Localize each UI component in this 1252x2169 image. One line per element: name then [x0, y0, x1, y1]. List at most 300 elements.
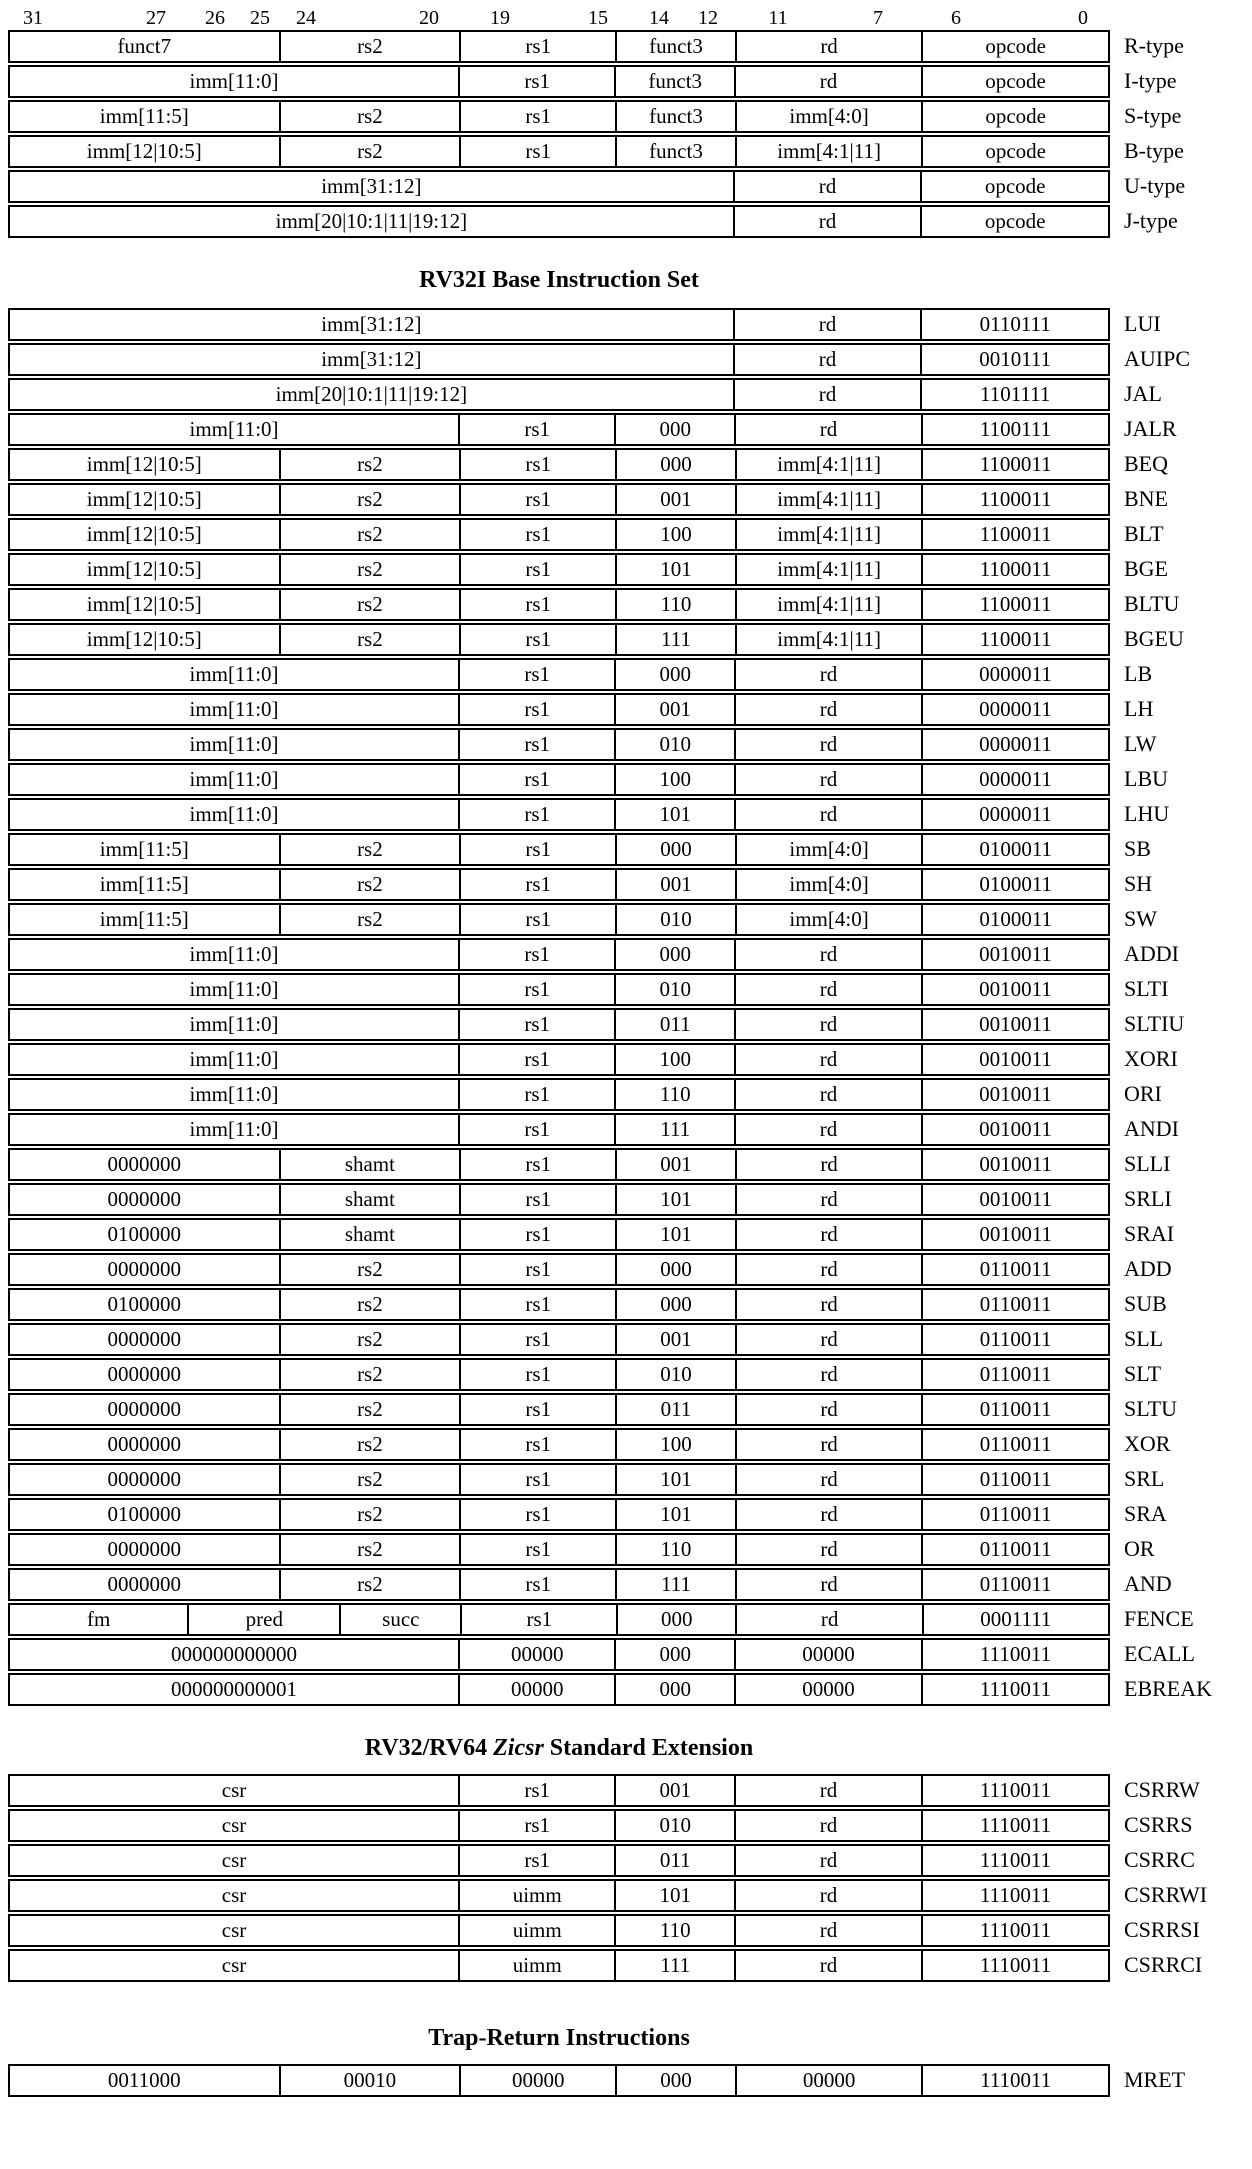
- instruction-label: J-type: [1124, 208, 1178, 233]
- field-cell: rs2: [279, 520, 460, 549]
- field-cell: rs1: [458, 1045, 614, 1074]
- table-row: [8, 1288, 1252, 1321]
- field-cell: rs1: [459, 485, 615, 514]
- instruction-label: XOR: [1124, 1431, 1171, 1456]
- instruction-label: BGEU: [1124, 626, 1184, 651]
- bit-number-31: 31: [23, 7, 43, 29]
- encoding-row-box: [8, 658, 1110, 691]
- encoding-row-box: [8, 1253, 1110, 1286]
- encoding-row-box: [8, 343, 1110, 376]
- encoding-row-box: [8, 1949, 1110, 1982]
- field-cell: rd: [734, 1045, 921, 1074]
- field-cell: imm[11:0]: [189, 1117, 279, 1141]
- instruction-label: R-type: [1124, 33, 1184, 58]
- field-cell: rs2: [279, 102, 460, 131]
- bit-position-ruler: [8, 6, 1110, 30]
- field-cell: rd: [735, 1430, 922, 1459]
- instruction-label: CSRRWI: [1124, 1882, 1208, 1907]
- field-cell: funct7: [117, 34, 172, 58]
- field-cell: imm[4:0]: [735, 835, 922, 864]
- instruction-label: LUI: [1124, 311, 1161, 336]
- field-cell: 0000000: [107, 1537, 182, 1561]
- table-row: [8, 1428, 1252, 1461]
- field-cell: 1110011: [921, 1916, 1108, 1945]
- field-cell: csr: [221, 1883, 247, 1907]
- table-row: [8, 903, 1252, 936]
- instruction-label: AND: [1124, 1571, 1172, 1596]
- field-cell: 0010011: [921, 1185, 1108, 1214]
- table-row: [8, 448, 1252, 481]
- field-cell: rd: [734, 1916, 921, 1945]
- instruction-label: MRET: [1124, 2067, 1186, 2092]
- bit-number-6: 6: [951, 7, 961, 29]
- field-cell: rs2: [279, 870, 460, 899]
- field-cell: rd: [735, 32, 922, 61]
- field-cell: rd: [735, 1465, 922, 1494]
- instruction-label: CSRRCI: [1124, 1952, 1203, 1977]
- field-cell: 0100011: [921, 870, 1108, 899]
- field-cell: 001: [615, 485, 734, 514]
- instruction-label: SRL: [1124, 1466, 1165, 1491]
- field-cell: imm[12|10:5]: [86, 452, 202, 476]
- bit-number-26: 26: [205, 7, 225, 29]
- field-cell: 1101111: [920, 380, 1108, 409]
- table-row: [8, 833, 1252, 866]
- field-cell: rs1: [459, 1220, 615, 1249]
- bit-number-7: 7: [873, 7, 883, 29]
- field-cell: shamt: [279, 1150, 460, 1179]
- field-cell: rs1: [459, 1325, 615, 1354]
- field-cell: 100: [615, 520, 734, 549]
- field-cell: rs2: [279, 1430, 460, 1459]
- field-cell: opcode: [920, 207, 1108, 236]
- instruction-label: SH: [1124, 871, 1153, 896]
- field-cell: 1110011: [921, 1675, 1108, 1704]
- encoding-row-box: [8, 833, 1110, 866]
- encoding-row-box: [8, 518, 1110, 551]
- table-row: [8, 798, 1252, 831]
- encoding-row-box: [8, 1113, 1110, 1146]
- field-cell: 0010011: [921, 1220, 1108, 1249]
- field-cell: 0100000: [107, 1222, 182, 1246]
- instruction-label: SLLI: [1124, 1151, 1171, 1176]
- field-cell: 0010011: [921, 1045, 1108, 1074]
- field-cell: succ: [339, 1605, 460, 1634]
- field-cell: 0110011: [921, 1360, 1108, 1389]
- field-cell: 101: [615, 555, 734, 584]
- field-cell: 001: [615, 1325, 734, 1354]
- table-row: [8, 693, 1252, 726]
- field-cell: 000: [615, 1290, 734, 1319]
- rv32i-title-text: RV32I Base Instruction Set: [419, 267, 699, 293]
- field-cell: imm[4:1|11]: [735, 485, 922, 514]
- field-cell: imm[4:0]: [735, 905, 922, 934]
- field-cell: 010: [615, 1360, 734, 1389]
- field-cell: rs2: [279, 1500, 460, 1529]
- encoding-row-box: [8, 1638, 1110, 1671]
- encoding-row-box: [8, 1774, 1110, 1807]
- field-cell: 101: [614, 800, 734, 829]
- field-cell: opcode: [921, 32, 1108, 61]
- field-cell: 0000000: [107, 1257, 182, 1281]
- table-row: [8, 553, 1252, 586]
- zicsr-title-suffix: Standard Extension: [543, 1735, 754, 1761]
- field-cell: 011: [614, 1846, 734, 1875]
- encoding-row-box: [8, 483, 1110, 516]
- field-cell: 0000000: [107, 1467, 182, 1491]
- field-cell: 000: [614, 940, 734, 969]
- encoding-row-box: [8, 1148, 1110, 1181]
- field-cell: 0100000: [107, 1502, 182, 1526]
- field-cell: shamt: [279, 1185, 460, 1214]
- field-cell: 100: [614, 765, 734, 794]
- instruction-label: SLTU: [1124, 1396, 1177, 1421]
- table-row: [8, 1008, 1252, 1041]
- instruction-label: I-type: [1124, 68, 1177, 93]
- instruction-label: OR: [1124, 1536, 1155, 1561]
- encoding-row-box: [8, 1809, 1110, 1842]
- field-cell: rs1: [459, 625, 615, 654]
- instruction-format-table: [8, 30, 1252, 238]
- field-cell: 0110011: [921, 1570, 1108, 1599]
- field-cell: imm[12|10:5]: [86, 139, 202, 163]
- encoding-row-box: [8, 623, 1110, 656]
- field-cell: rd: [735, 1500, 922, 1529]
- field-cell: imm[11:0]: [189, 662, 279, 686]
- instruction-label: U-type: [1124, 173, 1186, 198]
- field-cell: 0000011: [921, 730, 1108, 759]
- field-cell: rs2: [279, 555, 460, 584]
- field-cell: rd: [734, 67, 921, 96]
- bit-number-0: 0: [1078, 7, 1088, 29]
- rv32i-instruction-table: [8, 308, 1252, 1706]
- field-cell: 0010011: [921, 940, 1108, 969]
- field-cell: rd: [734, 1776, 921, 1805]
- encoding-row-box: [8, 1008, 1110, 1041]
- instruction-label: ANDI: [1124, 1116, 1179, 1141]
- field-cell: 010: [614, 1811, 734, 1840]
- table-row: [8, 308, 1252, 341]
- field-cell: rd: [735, 1220, 922, 1249]
- table-row: [8, 1218, 1252, 1251]
- field-cell: 1110011: [921, 1951, 1108, 1980]
- table-row: [8, 1844, 1252, 1877]
- field-cell: rs1: [459, 1430, 615, 1459]
- field-cell: funct3: [615, 102, 734, 131]
- table-row: [8, 728, 1252, 761]
- instruction-label: EBREAK: [1124, 1676, 1212, 1701]
- field-cell: uimm: [458, 1881, 614, 1910]
- field-cell: rd: [735, 1290, 922, 1319]
- field-cell: 0000000: [107, 1397, 182, 1421]
- encoding-row-box: [8, 763, 1110, 796]
- table-row: [8, 1673, 1252, 1706]
- table-row: [8, 1603, 1252, 1636]
- field-cell: 0010011: [921, 975, 1108, 1004]
- instruction-label: CSRRW: [1124, 1777, 1200, 1802]
- encoding-row-box: [8, 693, 1110, 726]
- field-cell: rs1: [458, 1811, 614, 1840]
- table-row: [8, 100, 1252, 133]
- field-cell: csr: [221, 1778, 247, 1802]
- field-cell: 0001111: [922, 1605, 1108, 1634]
- field-cell: rs2: [279, 1535, 460, 1564]
- table-row: [8, 1498, 1252, 1531]
- encoding-row-box: [8, 1288, 1110, 1321]
- field-cell: 110: [614, 1916, 734, 1945]
- field-cell: 0010011: [921, 1080, 1108, 1109]
- field-cell: rs1: [458, 1010, 614, 1039]
- field-cell: 110: [615, 1535, 734, 1564]
- field-cell: 0011000: [107, 2068, 181, 2092]
- encoding-row-box: [8, 1844, 1110, 1877]
- encoding-row-box: [8, 1603, 1110, 1636]
- field-cell: rs1: [459, 1535, 615, 1564]
- field-cell: rs2: [279, 485, 460, 514]
- field-cell: csr: [221, 1813, 247, 1837]
- field-cell: 0110011: [921, 1535, 1108, 1564]
- field-cell: imm[11:0]: [189, 69, 279, 93]
- field-cell: 0110011: [921, 1290, 1108, 1319]
- field-cell: rs2: [279, 1290, 460, 1319]
- field-cell: rd: [735, 1150, 922, 1179]
- encoding-row-box: [8, 1323, 1110, 1356]
- field-cell: imm[12|10:5]: [86, 627, 202, 651]
- field-cell: 0000000: [107, 1362, 182, 1386]
- encoding-row-box: [8, 378, 1110, 411]
- encoding-row-box: [8, 728, 1110, 761]
- field-cell: imm[11:0]: [189, 942, 279, 966]
- encoding-row-box: [8, 588, 1110, 621]
- bit-number-24: 24: [296, 7, 316, 29]
- field-cell: rd: [733, 310, 921, 339]
- field-cell: rs2: [279, 1395, 460, 1424]
- field-cell: rd: [734, 800, 921, 829]
- field-cell: 1100011: [921, 520, 1108, 549]
- field-cell: imm[11:0]: [189, 977, 279, 1001]
- field-cell: imm[31:12]: [321, 347, 422, 371]
- field-cell: rd: [734, 765, 921, 794]
- instruction-label: CSRRS: [1124, 1812, 1193, 1837]
- table-row: [8, 1183, 1252, 1216]
- field-cell: rs2: [279, 1465, 460, 1494]
- encoding-row-box: [8, 1078, 1110, 1111]
- field-cell: rd: [735, 1570, 922, 1599]
- field-cell: rd: [735, 1605, 921, 1634]
- bit-number-25: 25: [250, 7, 270, 29]
- table-row: [8, 1809, 1252, 1842]
- instruction-label: BLT: [1124, 521, 1164, 546]
- instruction-label: JAL: [1124, 381, 1162, 406]
- field-cell: csr: [221, 1918, 247, 1942]
- field-cell: rs2: [279, 1360, 460, 1389]
- field-cell: rs1: [459, 1255, 615, 1284]
- field-cell: 111: [614, 1951, 734, 1980]
- instruction-label: BGE: [1124, 556, 1168, 581]
- field-cell: 0010111: [920, 345, 1108, 374]
- table-row: [8, 518, 1252, 551]
- table-row: [8, 1463, 1252, 1496]
- field-cell: rd: [734, 1080, 921, 1109]
- table-row: [8, 938, 1252, 971]
- field-cell: rd: [733, 345, 921, 374]
- field-cell: imm[11:5]: [99, 104, 189, 128]
- field-cell: rs1: [459, 137, 615, 166]
- instruction-label: JALR: [1124, 416, 1177, 441]
- field-cell: 111: [614, 1115, 734, 1144]
- field-cell: imm[11:5]: [99, 907, 189, 931]
- field-cell: 000: [614, 415, 734, 444]
- field-cell: rs1: [459, 1150, 615, 1179]
- field-cell: 001: [615, 1150, 734, 1179]
- field-cell: imm[12|10:5]: [86, 487, 202, 511]
- field-cell: opcode: [920, 172, 1108, 201]
- field-cell: imm[4:1|11]: [735, 555, 922, 584]
- field-cell: imm[4:1|11]: [735, 450, 922, 479]
- table-row: [8, 413, 1252, 446]
- field-cell: rs1: [458, 415, 614, 444]
- field-cell: rd: [734, 695, 921, 724]
- field-cell: fm: [87, 1607, 111, 1631]
- field-cell: imm[11:0]: [189, 697, 279, 721]
- encoding-row-box: [8, 938, 1110, 971]
- field-cell: rd: [734, 1881, 921, 1910]
- instruction-label: XORI: [1124, 1046, 1178, 1071]
- zicsr-section-title: [8, 1732, 1110, 1764]
- encoding-row-box: [8, 135, 1110, 168]
- table-row: [8, 1113, 1252, 1146]
- instruction-label: LW: [1124, 731, 1157, 756]
- field-cell: 000: [614, 1640, 734, 1669]
- field-cell: 00010: [279, 2066, 460, 2095]
- field-cell: 010: [614, 975, 734, 1004]
- field-cell: opcode: [921, 137, 1108, 166]
- field-cell: uimm: [458, 1951, 614, 1980]
- table-row: [8, 1078, 1252, 1111]
- field-cell: 0110111: [920, 310, 1108, 339]
- bit-number-19: 19: [490, 7, 510, 29]
- field-cell: rs2: [279, 835, 460, 864]
- field-cell: 0000011: [921, 695, 1108, 724]
- field-cell: 0110011: [921, 1430, 1108, 1459]
- field-cell: opcode: [921, 102, 1108, 131]
- zicsr-title-italic: Zicsr: [493, 1735, 544, 1761]
- table-row: [8, 2064, 1252, 2097]
- field-cell: 1110011: [921, 1776, 1108, 1805]
- field-cell: 00000: [734, 1640, 921, 1669]
- field-cell: rd: [735, 1360, 922, 1389]
- field-cell: uimm: [458, 1916, 614, 1945]
- field-cell: 1110011: [921, 1811, 1108, 1840]
- table-row: [8, 170, 1252, 203]
- table-row: [8, 135, 1252, 168]
- field-cell: imm[31:12]: [321, 174, 422, 198]
- field-cell: 000000000001: [171, 1677, 298, 1701]
- encoding-row-box: [8, 1358, 1110, 1391]
- table-row: [8, 343, 1252, 376]
- field-cell: rs2: [279, 1255, 460, 1284]
- field-cell: 00000: [459, 2066, 615, 2095]
- field-cell: 0000000: [107, 1327, 182, 1351]
- instruction-label: ECALL: [1124, 1641, 1195, 1666]
- field-cell: 000: [615, 450, 734, 479]
- field-cell: pred: [187, 1605, 339, 1634]
- field-cell: imm[12|10:5]: [86, 522, 202, 546]
- encoding-row-box: [8, 798, 1110, 831]
- field-cell: rs1: [459, 905, 615, 934]
- field-cell: rs1: [459, 590, 615, 619]
- field-cell: csr: [221, 1848, 247, 1872]
- table-row: [8, 588, 1252, 621]
- field-cell: 000: [615, 835, 734, 864]
- instruction-label: BEQ: [1124, 451, 1168, 476]
- field-cell: imm[11:0]: [189, 1082, 279, 1106]
- encoding-row-box: [8, 1463, 1110, 1496]
- field-cell: 00000: [458, 1675, 614, 1704]
- field-cell: 0010011: [921, 1010, 1108, 1039]
- field-cell: rs1: [459, 450, 615, 479]
- field-cell: rs1: [458, 1776, 614, 1805]
- instruction-label: FENCE: [1124, 1606, 1194, 1631]
- table-row: [8, 1949, 1252, 1982]
- bit-number-15: 15: [588, 7, 608, 29]
- encoding-row-box: [8, 1218, 1110, 1251]
- field-cell: imm[20|10:1|11|19:12]: [275, 382, 468, 406]
- instruction-label: AUIPC: [1124, 346, 1191, 371]
- field-cell: rd: [734, 1951, 921, 1980]
- instruction-label: SB: [1124, 836, 1151, 861]
- field-cell: funct3: [614, 67, 734, 96]
- field-cell: rs1: [459, 102, 615, 131]
- table-row: [8, 378, 1252, 411]
- instruction-label: CSRRC: [1124, 1847, 1195, 1872]
- table-row: [8, 1358, 1252, 1391]
- zicsr-instruction-table: [8, 1774, 1252, 1982]
- table-row: [8, 1774, 1252, 1807]
- field-cell: 0100000: [107, 1292, 182, 1316]
- field-cell: imm[11:0]: [189, 1047, 279, 1071]
- encoding-row-box: [8, 1498, 1110, 1531]
- table-row: [8, 1253, 1252, 1286]
- field-cell: 011: [615, 1395, 734, 1424]
- field-cell: 001: [615, 870, 734, 899]
- instruction-label: SRLI: [1124, 1186, 1172, 1211]
- field-cell: 0110011: [921, 1395, 1108, 1424]
- field-cell: 1100011: [921, 485, 1108, 514]
- field-cell: 0000000: [107, 1572, 182, 1596]
- encoding-row-box: [8, 1879, 1110, 1912]
- field-cell: rd: [734, 1846, 921, 1875]
- table-row: [8, 205, 1252, 238]
- field-cell: 1100111: [921, 415, 1108, 444]
- field-cell: rs1: [458, 800, 614, 829]
- instruction-label: ADDI: [1124, 941, 1179, 966]
- table-row: [8, 1393, 1252, 1426]
- field-cell: 1110011: [921, 1640, 1108, 1669]
- field-cell: rs2: [279, 137, 460, 166]
- field-cell: 101: [615, 1500, 734, 1529]
- field-cell: rs1: [459, 555, 615, 584]
- field-cell: rs1: [459, 835, 615, 864]
- field-cell: rs1: [459, 1395, 615, 1424]
- instruction-label: SLTIU: [1124, 1011, 1185, 1036]
- encoding-row-box: [8, 1673, 1110, 1706]
- field-cell: 111: [615, 625, 734, 654]
- field-cell: rd: [735, 1185, 922, 1214]
- field-cell: csr: [221, 1953, 247, 1977]
- instruction-label: SLT: [1124, 1361, 1162, 1386]
- field-cell: rs1: [458, 1115, 614, 1144]
